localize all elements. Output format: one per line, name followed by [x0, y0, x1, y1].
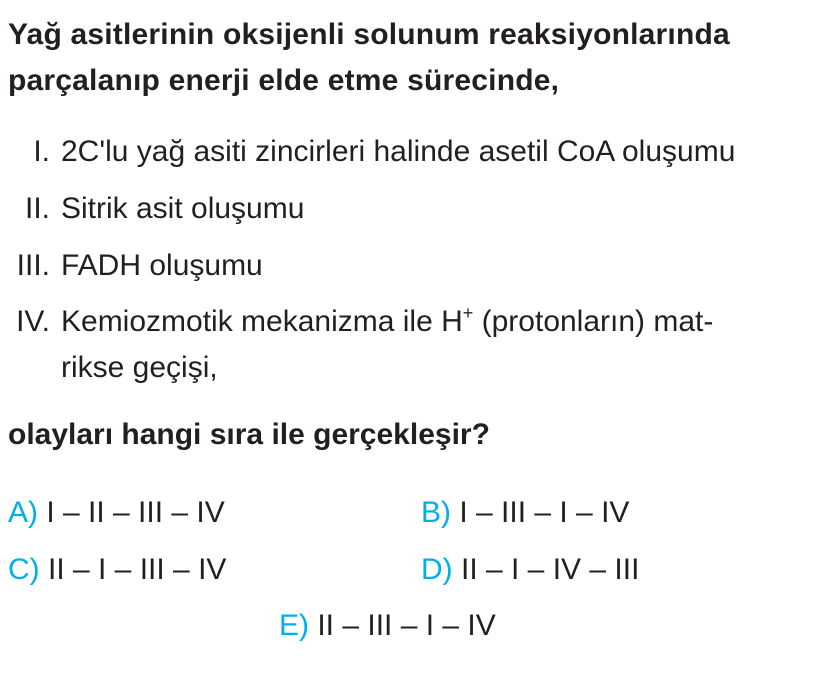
question-line-2: parçalanıp enerji elde etme sürecinde, [8, 64, 560, 97]
superscript-plus: + [462, 303, 474, 323]
question-stem [8, 12, 834, 104]
option-a[interactable] [8, 493, 225, 533]
option-text: II – I – III – IV [39, 553, 227, 586]
item-number: I. [33, 135, 50, 168]
item-number: IV. [16, 305, 50, 338]
item-text: 2C'lu yağ asiti zincirleri halinde asetil CoA oluşumu [61, 135, 736, 168]
item-text: Sitrik asit oluşumu [61, 192, 305, 225]
item-number: III. [16, 249, 50, 282]
option-e[interactable] [279, 606, 496, 646]
option-letter: D) [421, 553, 453, 586]
option-letter: C) [8, 553, 40, 586]
item-text-part: (protonların) mat- [473, 305, 714, 338]
option-text: I – III – I – IV [451, 496, 630, 529]
item-text-part: Kemiozmotik mekanizma ile H [61, 305, 463, 338]
option-d[interactable] [421, 550, 639, 590]
item-text: FADH oluşumu [61, 249, 263, 282]
option-text: II – I – IV – III [452, 553, 640, 586]
item-text-continuation: rikse geçişi, [61, 351, 218, 384]
question-prompt: olayları hangi sıra ile gerçekleşir? [8, 418, 490, 451]
option-b[interactable] [421, 493, 629, 533]
option-text: I – II – III – IV [38, 496, 225, 529]
option-text: II – III – I – IV [309, 609, 496, 642]
question-line-1: Yağ asitlerinin oksijenli solunum reaksiyonlarında [8, 18, 730, 51]
item-number: II. [24, 192, 50, 225]
option-letter: B) [421, 496, 451, 529]
option-c[interactable] [8, 550, 226, 590]
option-letter: E) [279, 609, 309, 642]
option-letter: A) [8, 496, 38, 529]
